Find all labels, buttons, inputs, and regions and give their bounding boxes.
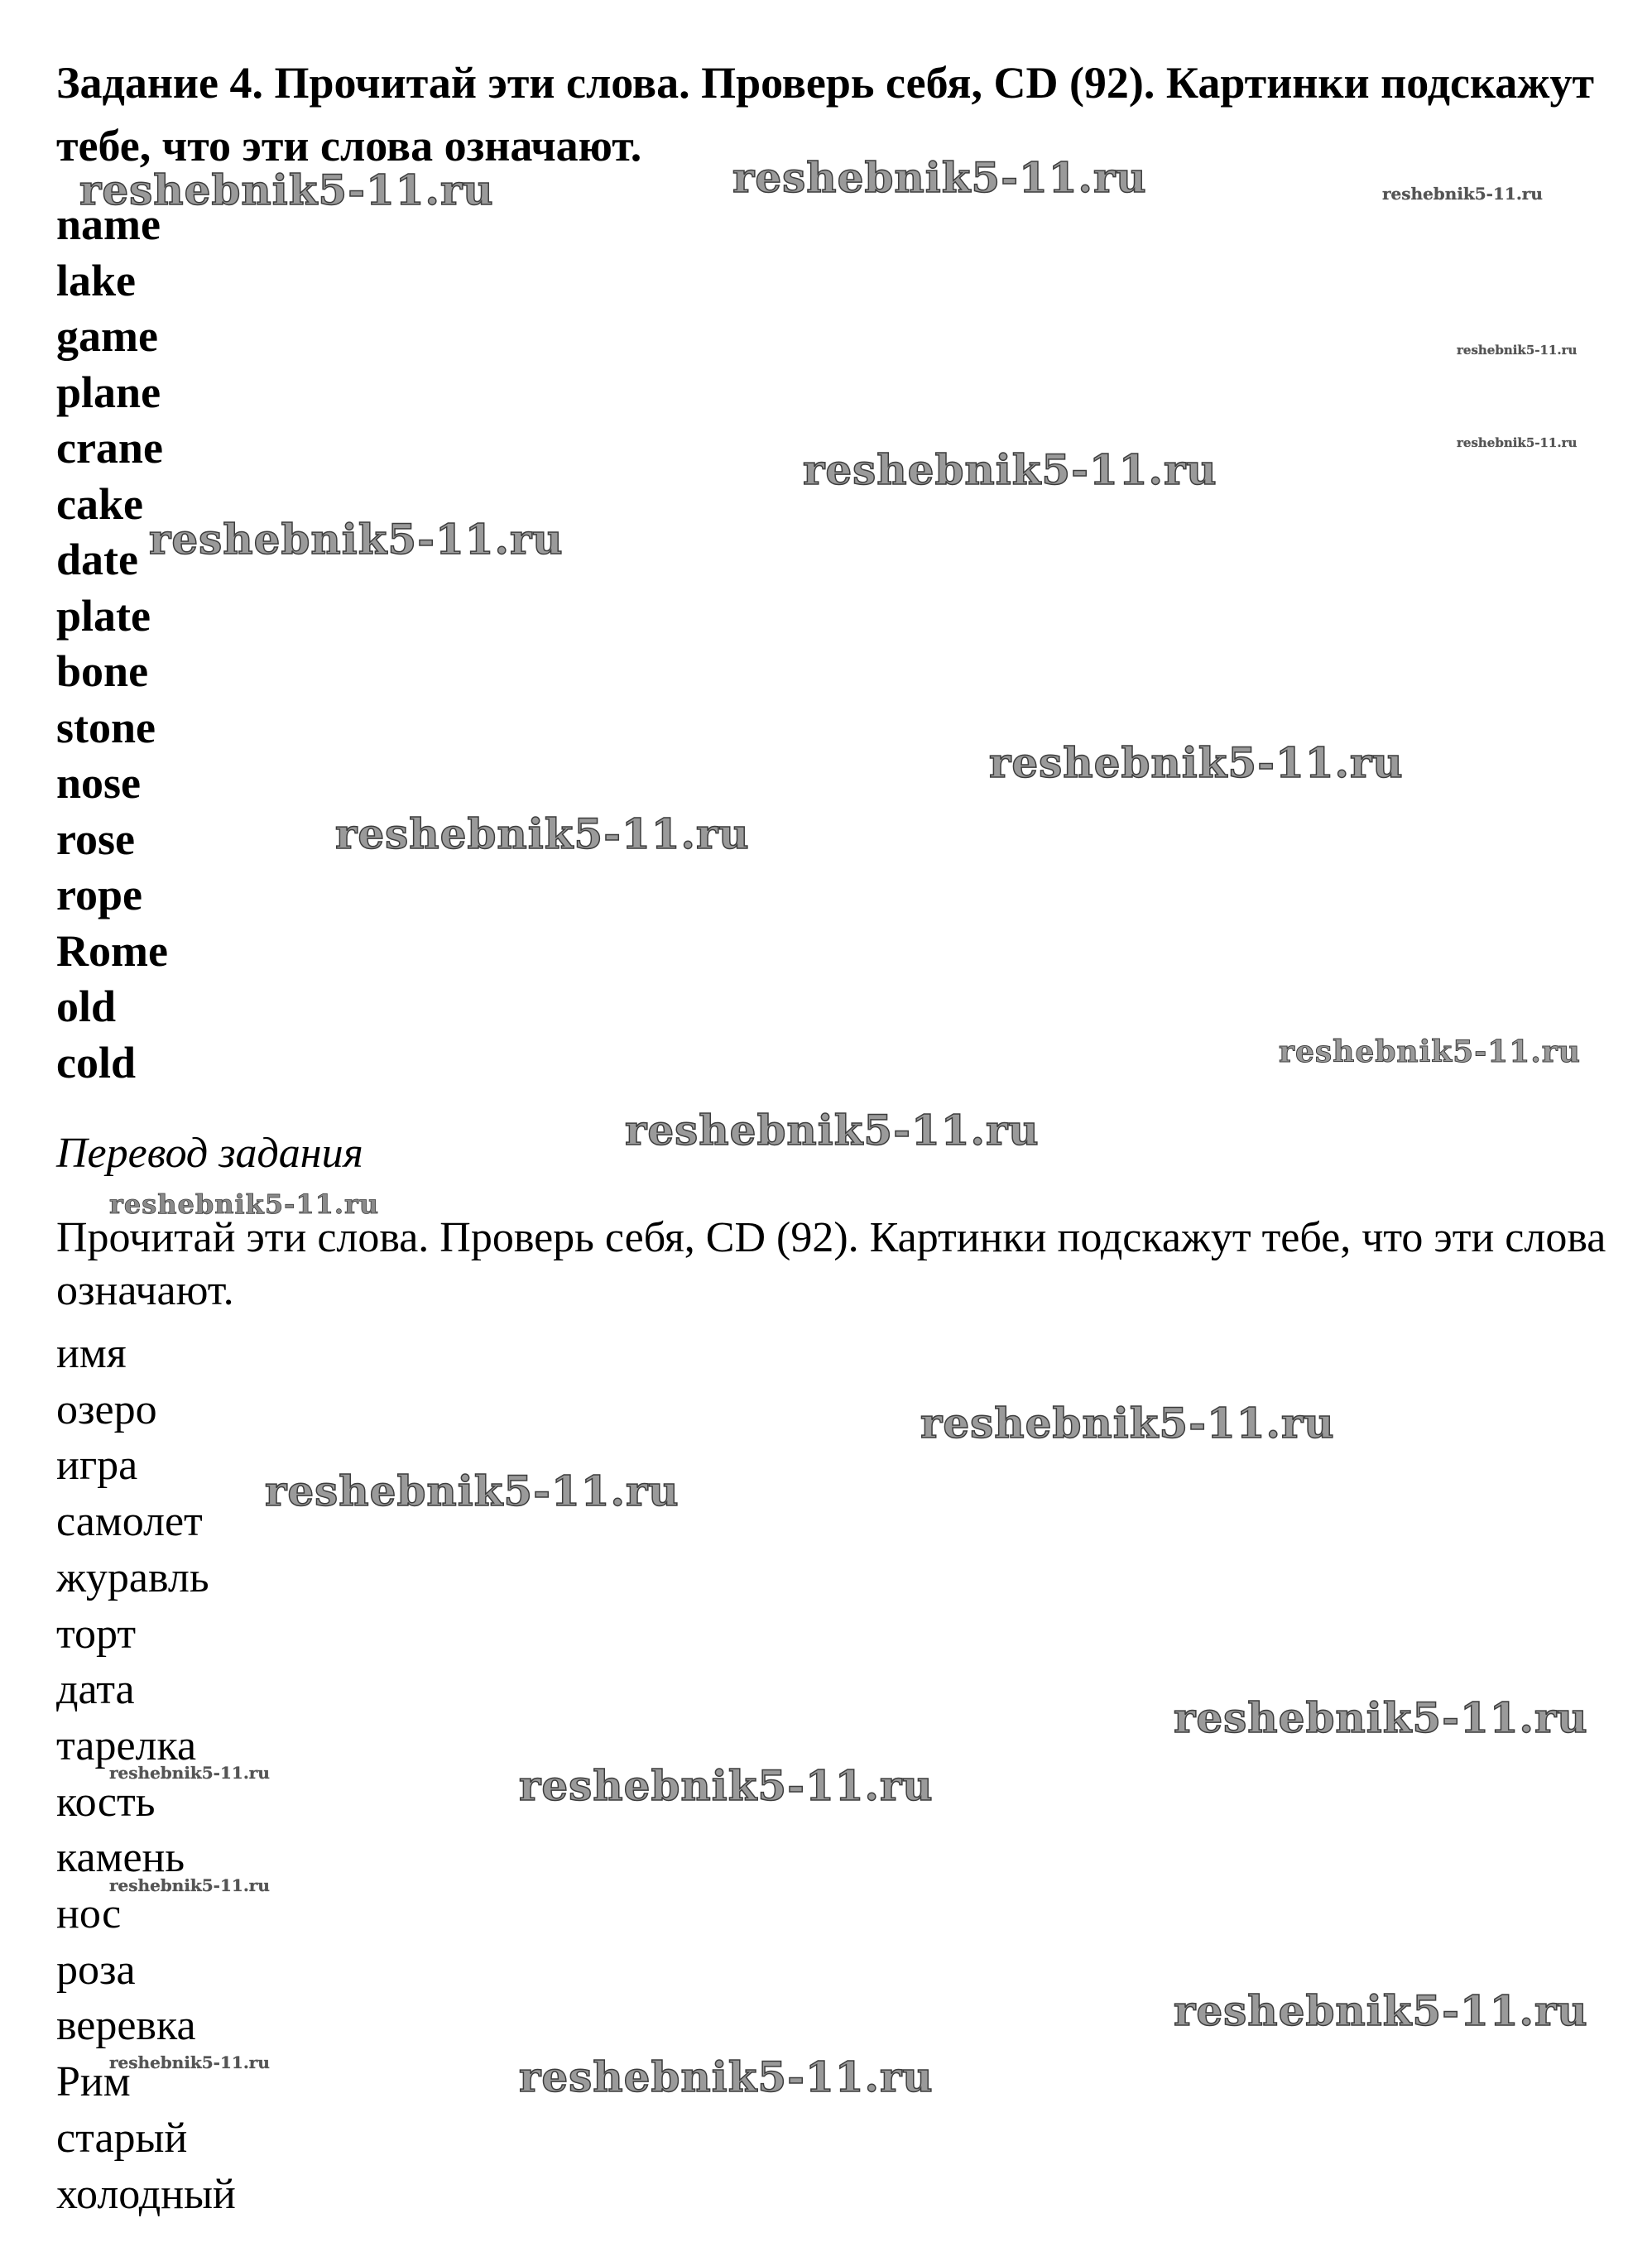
translated-word-item: роза — [56, 1946, 136, 1994]
watermark: reshebnik5-11.ru — [519, 1761, 934, 1810]
translated-word-item: старый — [56, 2114, 188, 2162]
translated-word-item: кость — [56, 1778, 156, 1826]
word-item: date — [56, 535, 138, 584]
watermark: reshebnik5-11.ru — [1174, 1693, 1588, 1742]
translated-word-item: торт — [56, 1610, 137, 1658]
word-item: plane — [56, 367, 161, 417]
translation-text: Прочитай эти слова. Проверь себя, CD (92). Картинки подскажут тебе, что эти слова означают. — [56, 1214, 1606, 1314]
word-item: rope — [56, 870, 142, 919]
translated-word-item: самолет — [56, 1498, 203, 1546]
word-item: old — [56, 982, 117, 1031]
word-item: plate — [56, 590, 151, 641]
watermark: reshebnik5-11.ru — [109, 1188, 380, 1220]
watermark: reshebnik5-11.ru — [519, 2052, 934, 2101]
translated-word-item: озеро — [56, 1385, 157, 1433]
translated-word-item: имя — [56, 1330, 127, 1377]
watermark: reshebnik5-11.ru — [149, 515, 564, 564]
translated-word-item: холодный — [56, 2170, 236, 2218]
word-item: name — [56, 199, 161, 249]
watermark: reshebnik5-11.ru — [109, 1763, 270, 1783]
translated-word-item: Рим — [56, 2058, 131, 2106]
watermark: reshebnik5-11.ru — [625, 1106, 1040, 1155]
watermark: reshebnik5-11.ru — [1457, 435, 1578, 450]
watermark: reshebnik5-11.ru — [732, 153, 1147, 202]
translated-word-item: журавль — [56, 1553, 209, 1601]
watermark: reshebnik5-11.ru — [265, 1467, 680, 1515]
watermark: reshebnik5-11.ru — [109, 2052, 270, 2072]
translated-word-item: тарелка — [56, 1721, 197, 1769]
watermark: reshebnik5-11.ru — [803, 445, 1217, 494]
watermark: reshebnik5-11.ru — [989, 738, 1404, 787]
word-item: stone — [56, 702, 156, 752]
watermark: reshebnik5-11.ru — [920, 1399, 1335, 1447]
watermark: reshebnik5-11.ru — [1174, 1986, 1588, 2035]
word-item: rose — [56, 814, 135, 864]
translated-word-item: дата — [56, 1666, 135, 1714]
english-word-list — [56, 197, 168, 1091]
word-item: crane — [56, 423, 163, 473]
watermark: reshebnik5-11.ru — [1279, 1035, 1581, 1069]
word-item: nose — [56, 758, 142, 808]
translated-word-item: нос — [56, 1890, 122, 1938]
watermark: reshebnik5-11.ru — [1457, 343, 1578, 358]
translation-heading: Перевод задания — [56, 1130, 363, 1177]
word-item: game — [56, 311, 158, 361]
watermark: reshebnik5-11.ru — [1382, 184, 1543, 204]
watermark: reshebnik5-11.ru — [79, 166, 494, 214]
task-title: Задание 4. Прочитай эти слова. Проверь себя, CD (92). Картинки подскажут тебе, что эти слова означают. — [56, 58, 1594, 170]
word-item: cold — [56, 1037, 137, 1087]
word-item: Rome — [56, 925, 168, 976]
word-item: lake — [56, 255, 137, 305]
watermark: reshebnik5-11.ru — [109, 1875, 270, 1895]
watermark: reshebnik5-11.ru — [335, 809, 750, 858]
translated-word-item: камень — [56, 1834, 185, 1882]
translated-word-item: игра — [56, 1442, 138, 1490]
word-item: bone — [56, 646, 149, 696]
translated-word-item: веревка — [56, 2002, 196, 2050]
word-item: cake — [56, 478, 143, 529]
